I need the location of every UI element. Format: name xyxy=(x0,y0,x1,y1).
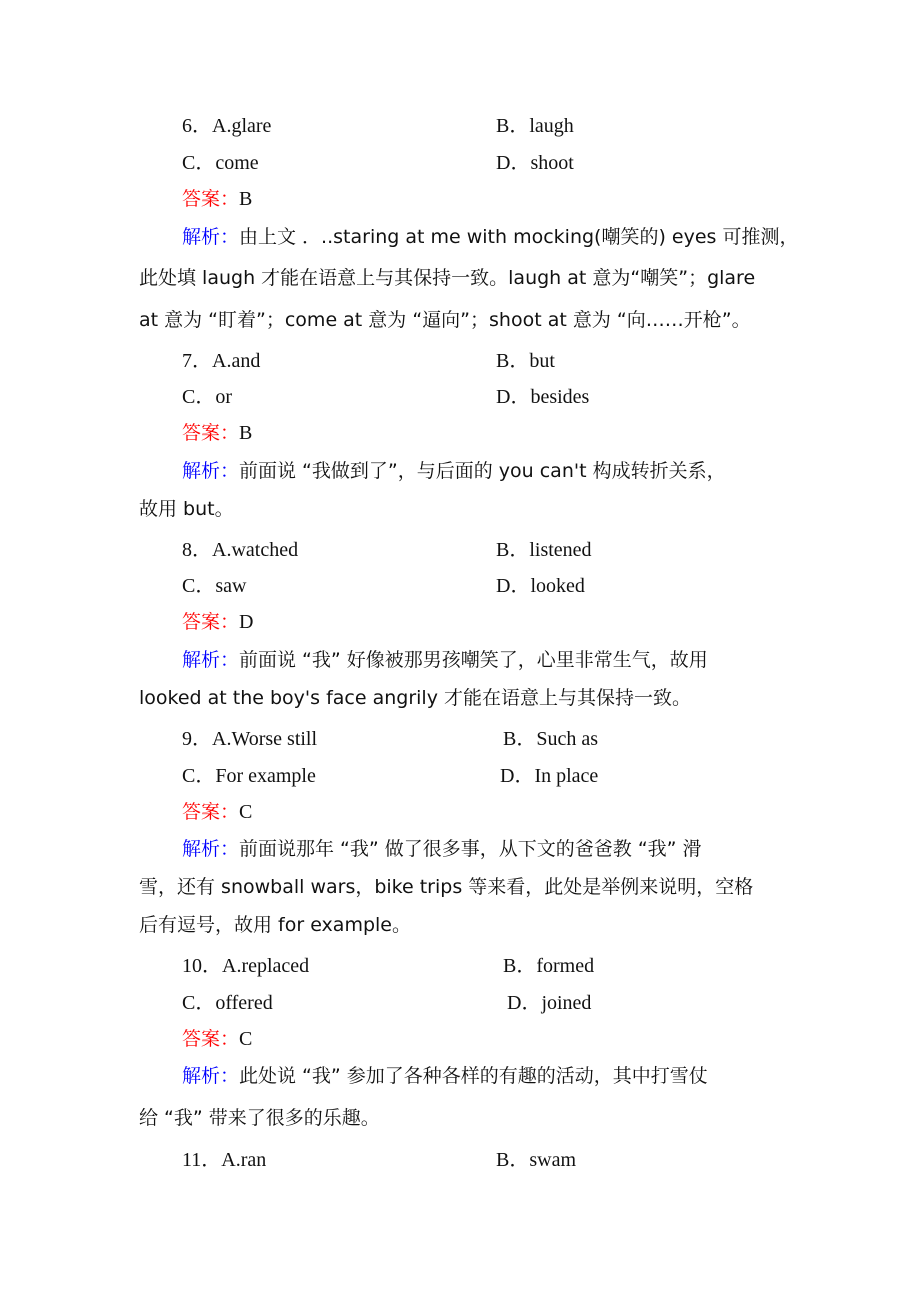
q6-option-c: C．come xyxy=(182,152,259,174)
analysis-label: 解析： xyxy=(182,838,240,860)
q9-option-b: B．Such as xyxy=(503,728,598,750)
q7-option-c: C．or xyxy=(182,386,232,408)
q6-analysis-line-1: 解析：由上文 ．..staring at me with mocking(嘲笑的) eyes 可推测， xyxy=(182,226,799,248)
q8-answer xyxy=(182,610,253,634)
q9-option-c: C．For example xyxy=(182,765,316,787)
q6-answer xyxy=(182,187,252,211)
q6-analysis-line-2: 此处填 laugh 才能在语意上与其保持一致。laugh at 意为“嘲笑”；glare xyxy=(139,267,756,289)
q11-option-b: B．swam xyxy=(496,1149,576,1171)
answer-label: 答案： xyxy=(182,611,240,633)
q6-analysis-line-3: at 意为 “盯着”；come at 意为 “逼向”；shoot at 意为 “向……开枪”。 xyxy=(139,309,751,331)
q8-option-c: C．saw xyxy=(182,575,247,597)
analysis-label: 解析： xyxy=(182,1065,240,1087)
q6-option-a: 6．A.glare xyxy=(182,115,272,137)
q6-option-d: D．shoot xyxy=(496,152,574,174)
q9-analysis-line-2: 雪，还有 snowball wars，bike trips 等来看，此处是举例来说明，空格 xyxy=(139,876,754,898)
q6-option-b: B．laugh xyxy=(496,115,574,137)
answer-value: B xyxy=(239,422,253,444)
q8-option-a: 8．A.watched xyxy=(182,539,299,561)
q10-option-a: 10．A.replaced xyxy=(182,955,310,977)
q7-analysis-line-1: 解析：前面说 “我做到了”，与后面的 you can't 构成转折关系， xyxy=(182,460,726,482)
q9-analysis-line-1: 解析：前面说那年 “我” 做了很多事，从下文的爸爸教 “我” 滑 xyxy=(182,838,702,860)
q7-analysis-line-2: 故用 but。 xyxy=(139,498,234,520)
answer-label: 答案： xyxy=(182,422,240,444)
answer-value: B xyxy=(239,188,253,210)
q9-option-d: D．In place xyxy=(500,765,599,787)
answer-value: C xyxy=(239,1028,253,1050)
analysis-label: 解析： xyxy=(182,649,240,671)
q10-analysis-line-1: 解析：此处说 “我” 参加了各种各样的有趣的活动，其中打雪仗 xyxy=(182,1065,708,1087)
q11-option-a: 11．A.ran xyxy=(182,1149,267,1171)
q9-option-a: 9．A.Worse still xyxy=(182,728,318,750)
q9-analysis-line-3: 后有逗号，故用 for example。 xyxy=(139,914,411,936)
answer-label: 答案： xyxy=(182,801,240,823)
answer-label: 答案： xyxy=(182,188,240,210)
q9-answer xyxy=(182,800,252,824)
q10-option-c: C．offered xyxy=(182,992,273,1014)
q8-analysis-line-2: looked at the boy's face angrily 才能在语意上与其保持一致。 xyxy=(139,687,691,709)
analysis-label: 解析： xyxy=(182,460,240,482)
q10-answer xyxy=(182,1027,252,1051)
q7-answer xyxy=(182,421,252,445)
q8-option-b: B．listened xyxy=(496,539,592,561)
q10-option-b: B．formed xyxy=(503,955,595,977)
analysis-label: 解析： xyxy=(182,226,240,248)
q8-option-d: D．looked xyxy=(496,575,585,597)
q7-option-d: D．besides xyxy=(496,386,590,408)
answer-value: C xyxy=(239,801,253,823)
q8-analysis-line-1: 解析：前面说 “我” 好像被那男孩嘲笑了，心里非常生气，故用 xyxy=(182,649,708,671)
q7-option-b: B．but xyxy=(496,350,555,372)
q7-option-a: 7．A.and xyxy=(182,350,261,372)
q10-analysis-line-2: 给 “我” 带来了很多的乐趣。 xyxy=(139,1107,380,1129)
q10-option-d: D．joined xyxy=(507,992,592,1014)
answer-label: 答案： xyxy=(182,1028,240,1050)
answer-value: D xyxy=(239,611,254,633)
